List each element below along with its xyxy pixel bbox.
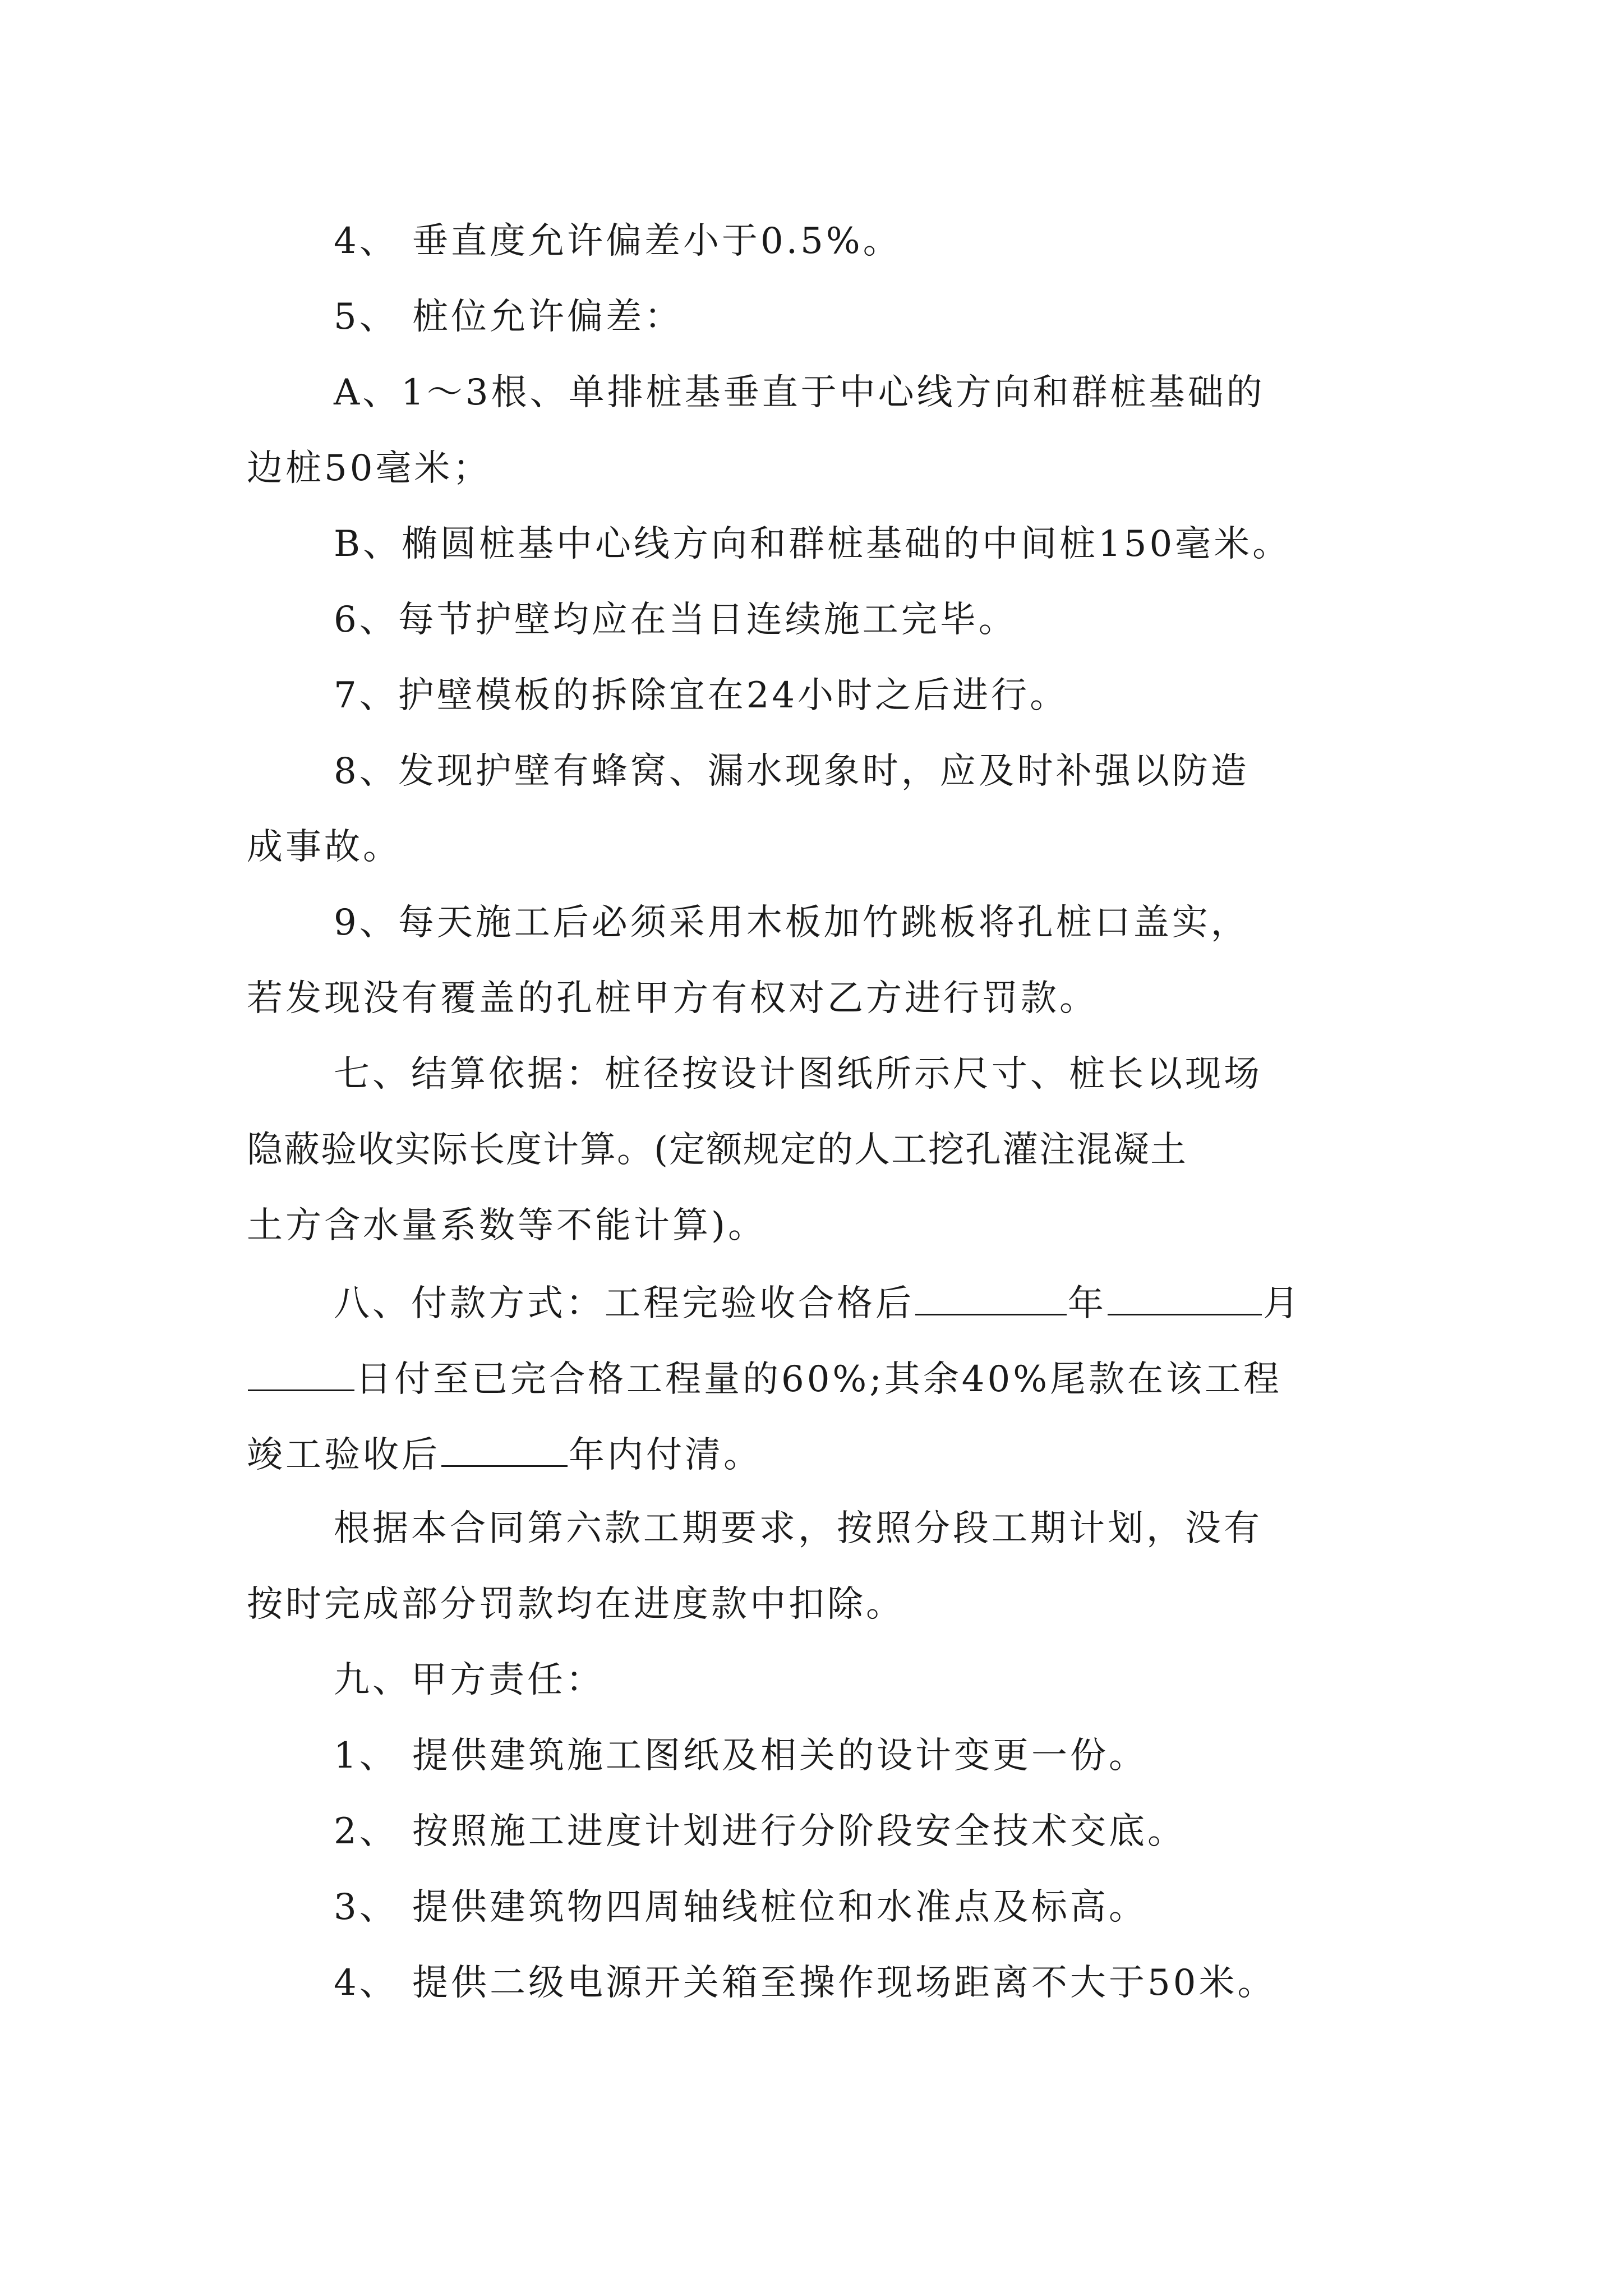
text-line: B、椭圆桩基中心线方向和群桩基础的中间桩150毫米。 xyxy=(334,523,1292,565)
text-line: A、1～3根、单排桩基垂直于中心线方向和群桩基础的 xyxy=(334,372,1265,413)
text-line: 5、 桩位允许偏差： xyxy=(334,296,684,338)
payment-text: 竣工验收后 xyxy=(247,1434,440,1476)
text-line: 若发现没有覆盖的孔桩甲方有权对乙方进行罚款。 xyxy=(247,978,1098,1019)
text-line: 4、 垂直度允许偏差小于0.5%。 xyxy=(334,220,902,262)
text-line: 3、 提供建筑物四周轴线桩位和水准点及标高。 xyxy=(334,1887,1148,1928)
text-line: 8、发现护壁有蜂窝、漏水现象时，应及时补强以防造 xyxy=(334,751,1249,792)
payment-text: 年内付清。 xyxy=(569,1434,762,1476)
payment-line-2 xyxy=(247,1355,1282,1402)
section-heading: 九、甲方责任： xyxy=(334,1659,605,1701)
text-line: 4、 提供二级电源开关箱至操作现场距离不大于50米。 xyxy=(334,1962,1276,2004)
text-line: 9、每天施工后必须采用木板加竹跳板将孔桩口盖实， xyxy=(334,902,1249,944)
payment-text: 日付至已完合格工程量的60%;其余40%尾款在该工程 xyxy=(356,1359,1283,1400)
text-line: 7、护壁模板的拆除宜在24小时之后进行。 xyxy=(334,675,1069,716)
text-line: 根据本合同第六款工期要求，按照分段工期计划，没有 xyxy=(334,1508,1262,1549)
payment-text: 年 xyxy=(1068,1283,1106,1324)
payment-text: 月 xyxy=(1263,1283,1302,1324)
text-line: 成事故。 xyxy=(247,826,402,868)
payment-text: 八、付款方式：工程完验收合格后 xyxy=(334,1283,914,1324)
blank-underline xyxy=(248,1355,354,1391)
blank-underline xyxy=(1108,1279,1262,1315)
text-line: 1、 提供建筑施工图纸及相关的设计变更一份。 xyxy=(334,1735,1148,1777)
text-line: 七、结算依据：桩径按设计图纸所示尺寸、桩长以现场 xyxy=(334,1053,1262,1095)
payment-line-3 xyxy=(247,1430,762,1478)
blank-underline xyxy=(915,1279,1067,1315)
text-line: 土方含水量系数等不能计算)。 xyxy=(247,1205,767,1246)
text-line: 6、每节护壁均应在当日连续施工完毕。 xyxy=(334,599,1017,641)
payment-line-1 xyxy=(334,1279,1302,1326)
text-line: 隐蔽验收实际长度计算。(定额规定的人工挖孔灌注混凝土 xyxy=(247,1129,1187,1171)
blank-underline xyxy=(441,1430,568,1467)
text-line: 边桩50毫米； xyxy=(247,448,492,489)
text-line: 按时完成部分罚款均在进度款中扣除。 xyxy=(247,1584,905,1625)
text-line: 2、 按照施工进度计划进行分阶段安全技术交底。 xyxy=(334,1811,1187,1852)
